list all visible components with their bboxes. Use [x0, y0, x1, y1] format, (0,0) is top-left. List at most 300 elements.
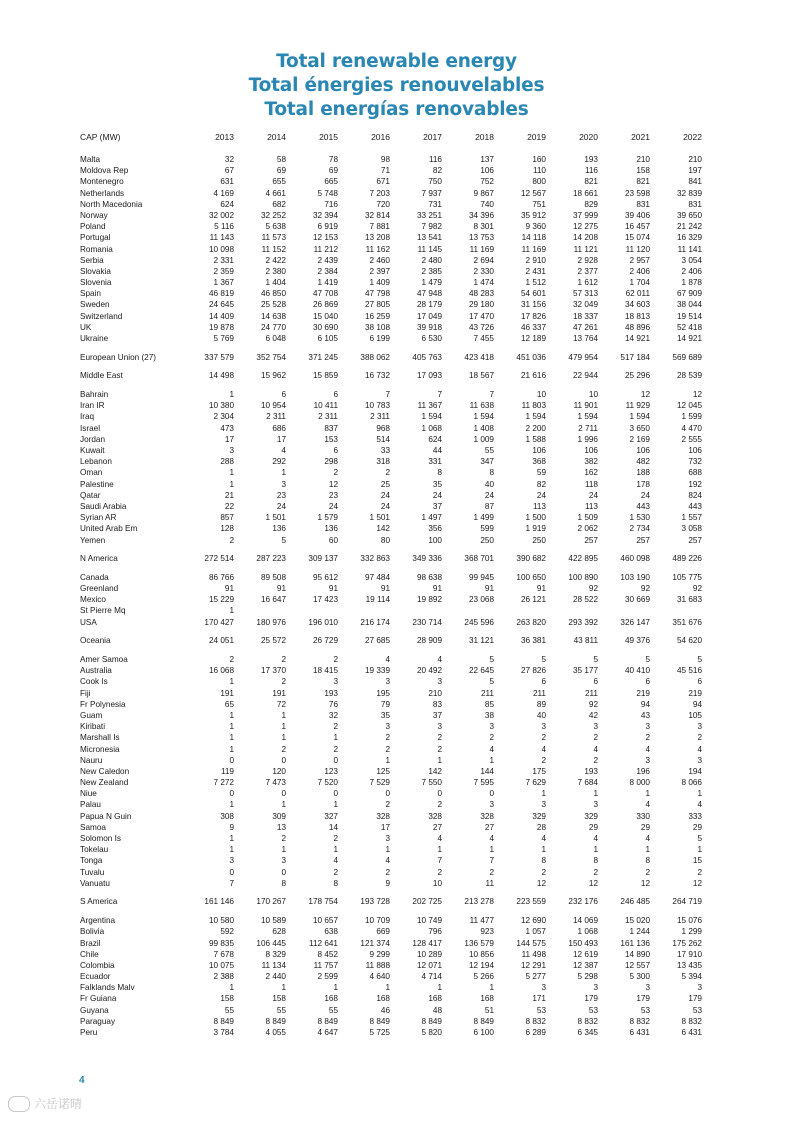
cell-value: 106: [584, 446, 598, 455]
cell-value: 8 301: [473, 222, 494, 232]
cell-value: 2: [333, 722, 338, 732]
cell-value: 23 068: [468, 595, 494, 605]
cell-value: 3: [333, 677, 338, 687]
cell-value: 1: [437, 845, 442, 855]
table-row: [80, 949, 702, 960]
cell-value: 35 177: [572, 666, 598, 676]
cell-value: 24 051: [208, 636, 234, 646]
table-row: [80, 311, 702, 322]
table-row: [80, 688, 702, 699]
cell-value: 1: [385, 755, 390, 765]
cell-value: 1: [437, 983, 442, 993]
cell-value: 250: [480, 535, 494, 545]
cell-value: 86 766: [208, 572, 234, 582]
row-label: Moldova Rep: [80, 166, 129, 176]
row-label: Bahrain: [80, 390, 109, 400]
cell-value: 0: [229, 755, 234, 765]
cell-value: 14 890: [624, 949, 650, 959]
cell-value: 330: [636, 811, 650, 821]
cell-value: 2: [333, 655, 338, 664]
cell-value: 26 121: [520, 595, 546, 605]
table-row: [80, 635, 702, 646]
row-label: Syrian AR: [80, 513, 117, 523]
cell-value: 2 062: [577, 524, 598, 534]
cell-value: 24: [484, 490, 494, 500]
cell-value: 1: [489, 845, 494, 855]
cell-value: 136 579: [464, 938, 494, 948]
cell-value: 193 728: [360, 897, 390, 907]
row-label: Poland: [80, 222, 106, 232]
cell-value: 8: [437, 468, 442, 478]
cell-value: 7 529: [369, 778, 390, 788]
cell-value: 1 557: [681, 513, 702, 523]
cell-value: 40: [536, 710, 546, 720]
cell-value: 105: [688, 710, 702, 720]
cell-value: 3: [437, 677, 442, 687]
cell-value: 35 912: [520, 210, 546, 220]
row-label: Yemen: [80, 535, 106, 545]
cell-value: 1: [229, 983, 234, 993]
cell-value: 1: [333, 845, 338, 855]
row-label: Ecuador: [80, 972, 111, 982]
cell-value: 1 419: [317, 278, 338, 288]
cell-value: 1: [281, 722, 286, 732]
row-label: Solomon Is: [80, 834, 121, 843]
cell-value: 1 996: [577, 434, 598, 444]
cell-value: 23 598: [624, 188, 650, 198]
table-row: [80, 788, 702, 799]
cell-value: 180 976: [256, 617, 286, 627]
table-row: [80, 915, 702, 926]
cell-value: 99 835: [208, 938, 234, 948]
header-year: 2017: [423, 132, 442, 142]
cell-value: [598, 605, 650, 616]
cell-value: 8 849: [265, 1016, 286, 1026]
cell-value: 136: [324, 524, 338, 534]
cell-value: 489 226: [672, 554, 702, 564]
cell-value: 3: [437, 722, 442, 732]
cell-value: 272 514: [204, 554, 234, 564]
cell-value: 11 134: [261, 960, 286, 970]
row-label: Slovakia: [80, 266, 111, 276]
cell-value: 2 384: [317, 266, 338, 276]
cell-value: 2: [385, 733, 390, 743]
cell-value: 6: [645, 677, 650, 687]
cell-value: 6 289: [525, 1028, 546, 1037]
cell-value: 1 509: [577, 513, 598, 523]
capacity-table: [80, 130, 702, 1038]
cell-value: 4: [541, 834, 546, 843]
cell-value: 7 455: [473, 334, 494, 343]
cell-value: 3 058: [681, 524, 702, 534]
table-row: [80, 867, 702, 878]
cell-value: 10 075: [208, 960, 234, 970]
cell-value: 136: [272, 524, 286, 534]
cell-value: 2: [437, 744, 442, 754]
cell-value: 22 944: [572, 371, 598, 381]
cell-value: 1 501: [265, 513, 286, 523]
cell-value: 8 832: [681, 1016, 702, 1026]
table-row: [80, 512, 702, 523]
cell-value: 67 909: [676, 289, 702, 299]
cell-value: 8 452: [317, 949, 338, 959]
cell-value: 19 514: [676, 311, 702, 321]
cell-value: 482: [636, 457, 650, 467]
cell-value: 8: [593, 856, 598, 866]
cell-value: 6 199: [369, 334, 390, 343]
cell-value: 246 485: [620, 897, 650, 907]
cell-value: 4: [593, 834, 598, 843]
row-label: Micronesia: [80, 744, 120, 754]
cell-value: 5 266: [473, 972, 494, 982]
cell-value: 2: [593, 867, 598, 877]
page-number: 4: [79, 1075, 85, 1086]
cell-value: 3: [593, 800, 598, 810]
cell-value: 28 539: [676, 371, 702, 381]
cell-value: 161 146: [204, 897, 234, 907]
cell-value: 4: [489, 744, 494, 754]
cell-value: 21 616: [520, 371, 546, 381]
cell-value: 113: [532, 501, 546, 511]
cell-value: 11 169: [469, 244, 494, 254]
cell-value: 10 098: [208, 244, 234, 254]
row-label: European Union (27): [80, 352, 157, 362]
cell-value: 32 394: [312, 210, 338, 220]
cell-value: 4: [645, 800, 650, 810]
cell-value: 14 921: [676, 334, 702, 343]
cell-value: 62 011: [625, 289, 650, 299]
cell-value: 7 629: [525, 778, 546, 788]
cell-value: 349 336: [412, 554, 442, 564]
cell-value: 15 962: [260, 371, 286, 381]
cell-value: 3: [541, 983, 546, 993]
cell-value: 47 798: [364, 289, 390, 299]
cell-value: [442, 605, 494, 616]
cell-value: 2: [697, 867, 702, 877]
cell-value: 193: [584, 155, 598, 164]
cell-value: 98: [380, 155, 390, 164]
row-label: Fiji: [80, 688, 91, 698]
row-label: Brazil: [80, 938, 101, 948]
cell-value: 4 169: [213, 188, 234, 198]
cell-value: 655: [272, 177, 286, 187]
cell-value: 1: [229, 733, 234, 743]
cell-value: 54 601: [520, 289, 546, 299]
cell-value: 7: [229, 878, 234, 888]
cell-value: 351 676: [672, 617, 702, 627]
cell-value: 1: [541, 845, 546, 855]
cell-value: 688: [688, 468, 702, 478]
cell-value: 18 567: [468, 371, 494, 381]
cell-value: 245 596: [464, 617, 494, 627]
cell-value: 91: [484, 584, 494, 594]
table-row: [80, 1016, 702, 1027]
cell-value: 250: [532, 535, 546, 545]
cell-value: 327: [324, 811, 338, 821]
row-label: Serbia: [80, 255, 104, 265]
cell-value: 6 431: [629, 1028, 650, 1037]
cell-value: 27: [432, 822, 442, 832]
cell-value: 55: [224, 1005, 234, 1015]
cell-value: 1: [333, 800, 338, 810]
cell-value: 308: [220, 811, 234, 821]
cell-value: 8 832: [525, 1016, 546, 1026]
cell-value: 25 528: [260, 300, 286, 310]
cell-value: 1: [645, 789, 650, 799]
cell-value: 10 856: [468, 949, 494, 959]
cell-value: 2: [593, 755, 598, 765]
cell-value: 9 867: [473, 188, 494, 198]
cell-value: 24: [276, 501, 286, 511]
cell-value: 514: [376, 434, 390, 444]
cell-value: 6 530: [421, 334, 442, 343]
cell-value: 71: [380, 166, 390, 176]
watermark-text: 六岳诺晴: [34, 1097, 83, 1111]
table-row: [80, 553, 702, 564]
cell-value: 11 888: [365, 960, 390, 970]
cell-value: 16 647: [260, 595, 286, 605]
cell-value: 11 120: [625, 244, 650, 254]
cell-value: 120: [272, 766, 286, 776]
table-row: [80, 896, 702, 907]
cell-value: 128 417: [412, 938, 442, 948]
cell-value: 1 594: [473, 412, 494, 422]
table-row: [80, 479, 702, 490]
cell-value: 219: [688, 688, 702, 698]
cell-value: 287 223: [256, 554, 286, 564]
cell-value: 3: [645, 755, 650, 765]
cell-value: 1 588: [525, 434, 546, 444]
cell-value: 14 921: [624, 334, 650, 343]
cell-value: 1 878: [681, 278, 702, 288]
table-row: [80, 210, 702, 221]
cell-value: 7 520: [317, 778, 338, 788]
table-row: [80, 855, 702, 866]
cell-value: 191: [220, 688, 234, 698]
cell-value: 10: [536, 390, 546, 400]
table-row: [80, 423, 702, 434]
row-label: Middle East: [80, 371, 123, 381]
cell-value: 65: [224, 699, 234, 709]
cell-value: 3: [593, 983, 598, 993]
cell-value: 13 435: [676, 960, 702, 970]
cell-value: 100 650: [516, 572, 546, 582]
cell-value: 10 289: [416, 949, 442, 959]
row-label: Portugal: [80, 233, 111, 243]
cell-value: 264 719: [672, 897, 702, 907]
cell-value: 38 044: [676, 300, 702, 310]
cell-value: 18 415: [312, 666, 338, 676]
cell-value: 230 714: [412, 617, 442, 627]
cell-value: 33 251: [416, 210, 442, 220]
table-row: [80, 188, 702, 199]
cell-value: 33: [380, 446, 390, 455]
cell-value: 382: [584, 457, 598, 467]
cell-value: 5 769: [213, 334, 234, 343]
cell-value: 1 704: [629, 278, 650, 288]
cell-value: 1: [229, 677, 234, 687]
cell-value: 118: [584, 479, 598, 489]
cell-value: 210: [636, 155, 650, 164]
cell-value: [546, 605, 598, 616]
cell-value: 35: [432, 479, 442, 489]
table-row: [80, 583, 702, 594]
cell-value: 128: [220, 524, 234, 534]
cell-value: 10 380: [208, 401, 234, 411]
cell-value: 211: [584, 688, 598, 698]
row-label: Fr Polynesia: [80, 699, 126, 709]
cell-value: 47 708: [312, 289, 338, 299]
cell-value: 837: [324, 423, 338, 433]
title-block: [0, 50, 793, 122]
header-year: 2019: [527, 132, 546, 142]
cell-value: 1 404: [265, 278, 286, 288]
cell-value: 168: [324, 994, 338, 1004]
cell-value: 83: [432, 699, 442, 709]
cell-value: 58: [276, 155, 286, 164]
cell-value: 9 299: [369, 949, 390, 959]
cell-value: 12 189: [520, 334, 546, 343]
table-row: [80, 605, 702, 616]
cell-value: 2 734: [629, 524, 650, 534]
cell-value: 48 283: [468, 289, 494, 299]
cell-value: 10 411: [313, 401, 338, 411]
cell-value: 824: [688, 490, 702, 500]
cell-value: 210: [688, 155, 702, 164]
cell-value: 2 957: [629, 255, 650, 265]
cell-value: 76: [328, 699, 338, 709]
table-row: [80, 389, 702, 400]
cell-value: 170 427: [204, 617, 234, 627]
cell-value: 750: [428, 177, 442, 187]
cell-value: 3: [385, 722, 390, 732]
header-label: CAP (MW): [80, 132, 121, 142]
cell-value: 2 169: [629, 434, 650, 444]
table-row: [80, 971, 702, 982]
cell-value: 3: [541, 722, 546, 732]
cell-value: 720: [376, 199, 390, 209]
table-row: [80, 445, 702, 456]
cell-value: 12: [328, 479, 338, 489]
cell-value: 6 919: [317, 222, 338, 232]
cell-value: 2 385: [421, 266, 442, 276]
table-header-row: [80, 130, 702, 144]
cell-value: 32 814: [364, 210, 390, 220]
cell-value: 168: [376, 994, 390, 1004]
cell-value: 106: [688, 446, 702, 455]
cell-value: 171: [532, 994, 546, 1004]
cell-value: 2 406: [681, 266, 702, 276]
cell-value: 1: [229, 710, 234, 720]
cell-value: 119: [220, 766, 234, 776]
cell-value: 42: [588, 710, 598, 720]
cell-value: 69: [276, 166, 286, 176]
cell-value: 28 522: [572, 595, 598, 605]
cell-value: 6: [281, 390, 286, 400]
cell-value: 14 118: [521, 233, 546, 243]
cell-value: 7 982: [421, 222, 442, 232]
row-label: Palestine: [80, 479, 114, 489]
cell-value: 87: [484, 501, 494, 511]
cell-value: 4: [437, 655, 442, 664]
row-label: Falklands Malv: [80, 983, 135, 993]
cell-value: 38: [484, 710, 494, 720]
cell-value: 7 473: [265, 778, 286, 788]
cell-value: 22: [224, 501, 234, 511]
cell-value: 11 803: [521, 401, 546, 411]
cell-value: 19 892: [416, 595, 442, 605]
cell-value: 1: [281, 845, 286, 855]
cell-value: 178: [636, 479, 650, 489]
cell-value: 7 203: [369, 188, 390, 198]
cell-value: 12 567: [520, 188, 546, 198]
cell-value: 10 589: [260, 916, 286, 926]
row-label: Saudi Arabia: [80, 501, 127, 511]
table-row: [80, 154, 702, 165]
cell-value: 1: [593, 845, 598, 855]
cell-value: 79: [380, 699, 390, 709]
header-year: 2014: [267, 132, 286, 142]
cell-value: 12 045: [676, 401, 702, 411]
cell-value: 153: [324, 434, 338, 444]
cell-value: 15: [692, 856, 702, 866]
row-label: Tuvalu: [80, 867, 105, 877]
cell-value: 32: [328, 710, 338, 720]
cell-value: 5: [697, 655, 702, 664]
cell-value: 3 054: [681, 255, 702, 265]
cell-value: 106: [480, 166, 494, 176]
cell-value: 0: [437, 789, 442, 799]
cell-value: 4: [593, 744, 598, 754]
cell-value: 328: [376, 811, 390, 821]
cell-value: 14 069: [572, 916, 598, 926]
cell-value: [494, 605, 546, 616]
cell-value: 309: [272, 811, 286, 821]
row-label: New Caledon: [80, 766, 130, 776]
cell-value: 443: [688, 501, 702, 511]
cell-value: 25 296: [624, 371, 650, 381]
table-row: [80, 960, 702, 971]
cell-value: 368 701: [464, 554, 494, 564]
cell-value: 94: [692, 699, 702, 709]
cell-value: 3: [385, 834, 390, 843]
cell-value: 17 049: [416, 311, 442, 321]
cell-value: 11 121: [573, 244, 598, 254]
row-label: Qatar: [80, 490, 101, 500]
cell-value: 196: [636, 766, 650, 776]
table-row: [80, 617, 702, 628]
row-label: Romania: [80, 244, 113, 254]
cell-value: 46 850: [260, 289, 286, 299]
cell-value: 332 863: [360, 554, 390, 564]
cell-value: 1: [385, 983, 390, 993]
table-row: [80, 535, 702, 546]
header-year: 2016: [371, 132, 390, 142]
cell-value: 5 394: [681, 972, 702, 982]
cell-value: 91: [328, 584, 338, 594]
cell-value: 39 650: [676, 210, 702, 220]
row-label: Oman: [80, 468, 103, 478]
cell-value: 29: [640, 822, 650, 832]
cell-value: [286, 605, 338, 616]
cell-value: 179: [688, 994, 702, 1004]
cell-value: 8 832: [629, 1016, 650, 1026]
cell-value: 2: [489, 867, 494, 877]
cell-value: 97 484: [364, 572, 390, 582]
cell-value: 175 262: [672, 938, 702, 948]
cell-value: 15 074: [624, 233, 650, 243]
cell-value: 13 208: [364, 233, 390, 243]
